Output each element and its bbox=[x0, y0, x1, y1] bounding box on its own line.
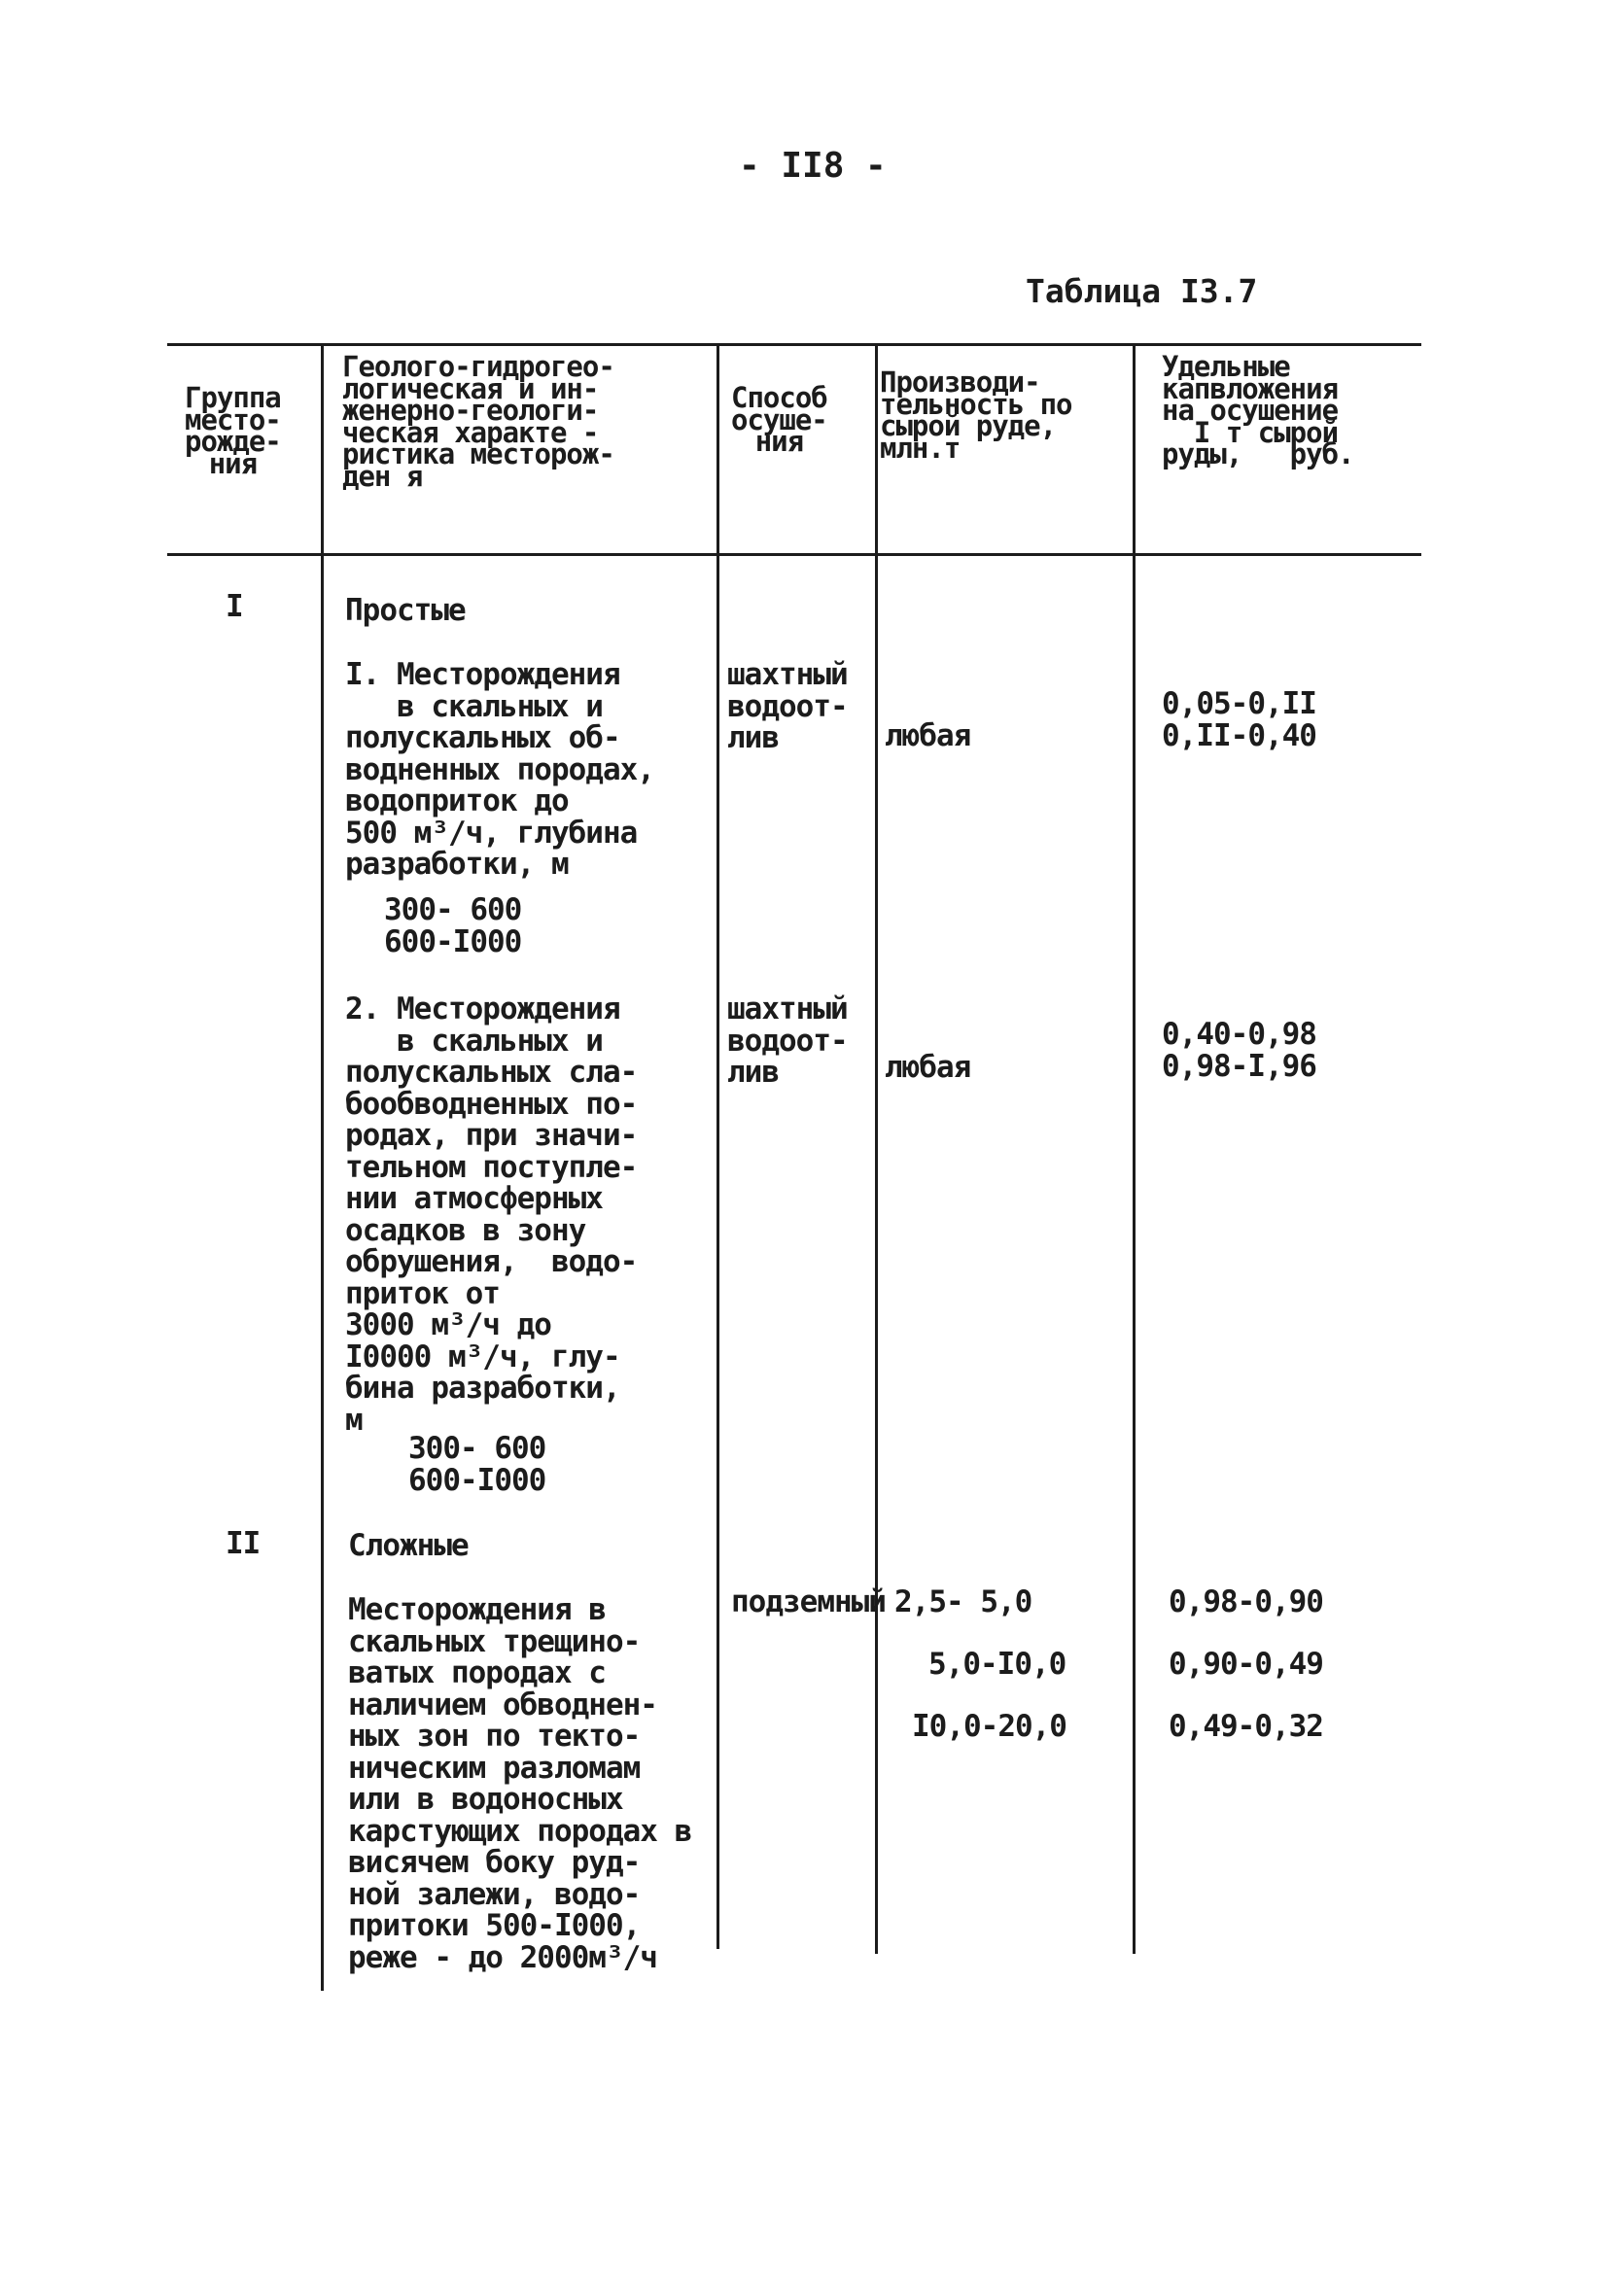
productivity-value: 5,0-I0,0 bbox=[928, 1647, 1066, 1682]
item-depth-ranges: 300- 600 600-I000 bbox=[408, 1431, 546, 1498]
capex-value: 0,49-0,32 bbox=[1169, 1709, 1323, 1744]
group-numeral: I bbox=[226, 589, 243, 624]
item-description: I. Месторождения в скальных и полускальных об- водненных породах, водоприток до 500 м³/ч, глубина разработки, м bbox=[345, 657, 654, 882]
header-group: Группа место- рожде- ния bbox=[185, 381, 281, 480]
item-description: 2. Месторождения в скальных и полускальных сла- бообводненных по- родах, при значи- тельном поступле- нии атмосферных осадков в зону обрушения, водо- приток от 3000 м³/ч до I0000 м³/ч, глу- бина разработки, м bbox=[345, 991, 638, 1438]
group-title: Простые bbox=[345, 593, 466, 628]
column-divider-1 bbox=[321, 345, 324, 1991]
item-capex: 0,05-0,II 0,II-0,40 bbox=[1162, 686, 1316, 753]
item-drainage-method: шахтный водоот- лив bbox=[727, 657, 848, 755]
column-divider-2 bbox=[717, 345, 719, 1949]
header-characteristic: Геолого-гидрогео- логическая и ин- женерно-геологи- ческая характе - ристика месторож- ден я bbox=[342, 350, 614, 493]
header-method: Способ осуше- ния bbox=[731, 381, 827, 458]
header-productivity: Производи- тельность по сырой руде, млн.т bbox=[880, 365, 1072, 465]
item-description: Месторождения в скальных трещино- ватых породах с наличием обводнен- ных зон по текто- ническим разломам или в водоносных карстующих породах в висячем боку руд- ной залежи, водо- притоки 500-I000, реже - до 2000м³/ч bbox=[348, 1592, 692, 1975]
group-numeral: II bbox=[226, 1526, 261, 1561]
item-drainage-method: шахтный водоот- лив bbox=[727, 991, 848, 1090]
table-header-rule bbox=[167, 553, 1421, 556]
item-depth-ranges: 300- 600 600-I000 bbox=[384, 892, 522, 959]
header-capex: Удельные капвложения на осушение I т сырой руды, руб. bbox=[1162, 350, 1354, 470]
item-capex: 0,40-0,98 0,98-I,96 bbox=[1162, 1017, 1316, 1084]
capex-value: 0,98-0,90 bbox=[1169, 1584, 1323, 1619]
capex-value: 0,90-0,49 bbox=[1169, 1647, 1323, 1682]
table-top-rule bbox=[167, 343, 1421, 346]
productivity-value: I0,0-20,0 bbox=[912, 1709, 1066, 1744]
table-caption: Таблица I3.7 bbox=[1026, 272, 1258, 310]
column-divider-4 bbox=[1133, 345, 1136, 1954]
column-divider-3 bbox=[875, 345, 878, 1954]
group-title: Сложные bbox=[348, 1528, 469, 1563]
item-productivity: любая bbox=[885, 1050, 971, 1085]
item-productivity: любая bbox=[885, 718, 971, 753]
page-number: - II8 - bbox=[739, 146, 887, 186]
item-drainage-method: подземный bbox=[731, 1584, 886, 1619]
productivity-value: 2,5- 5,0 bbox=[894, 1584, 1032, 1619]
